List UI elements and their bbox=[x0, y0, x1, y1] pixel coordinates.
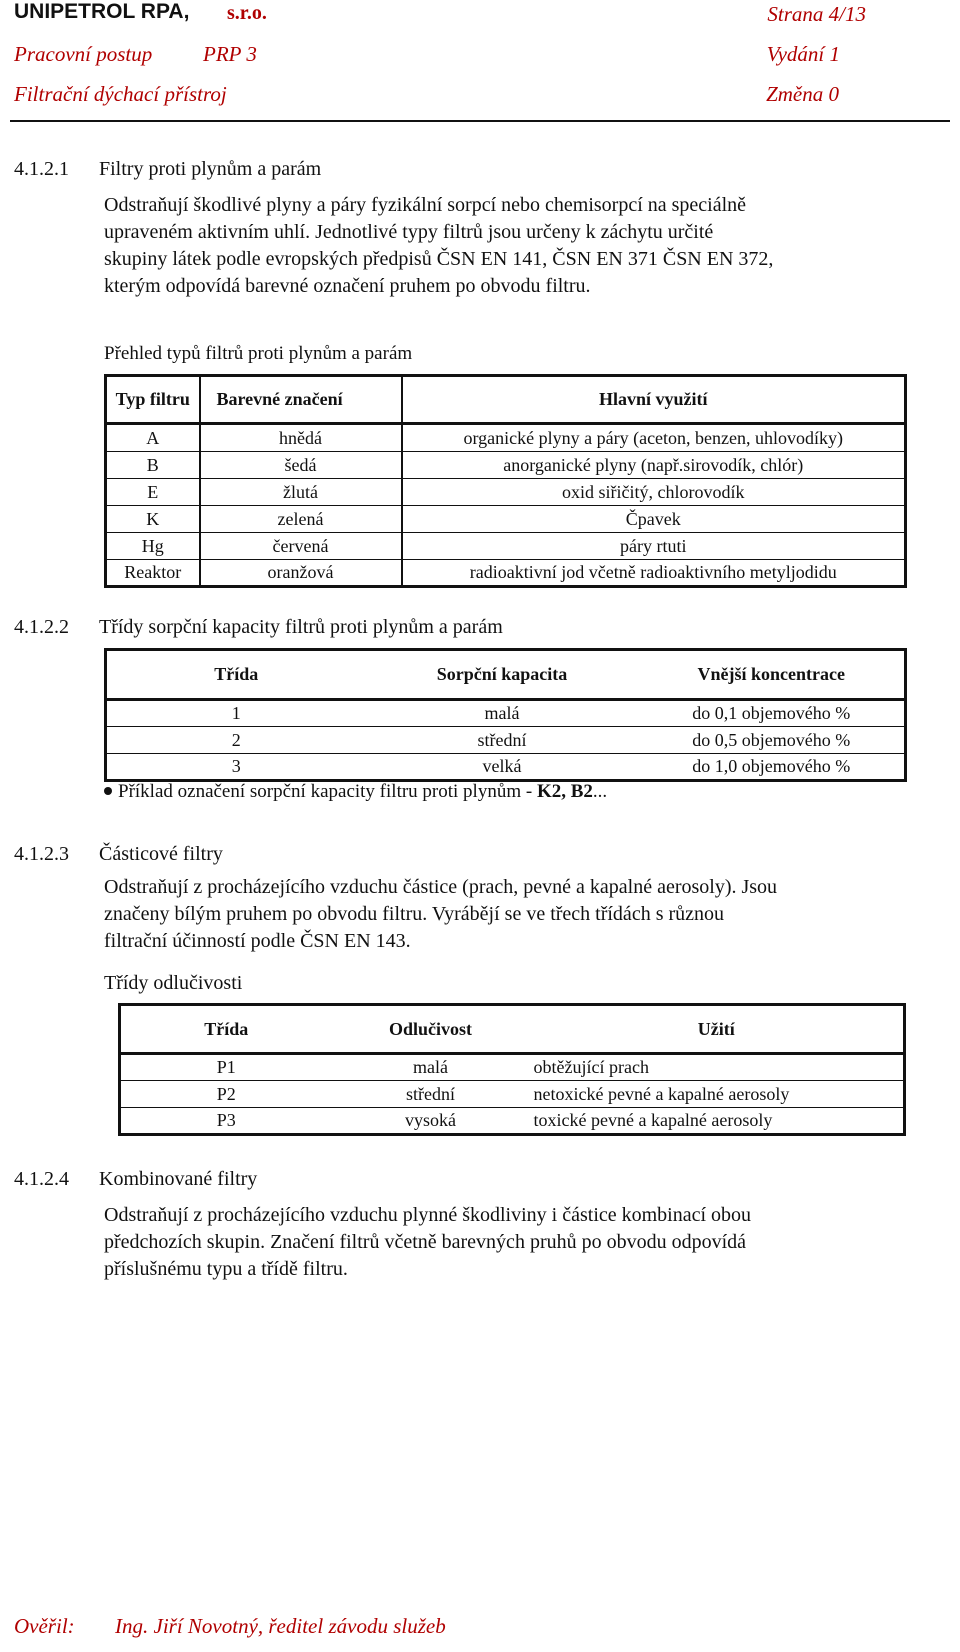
section-title: Částicové filtry bbox=[99, 843, 223, 865]
table-cell: malá bbox=[366, 700, 639, 727]
table-cell: A bbox=[106, 424, 200, 452]
table-cell: do 1,0 objemového % bbox=[692, 756, 851, 776]
header-divider bbox=[10, 120, 950, 122]
table-row bbox=[106, 479, 906, 506]
table-row bbox=[120, 1108, 905, 1135]
table-cell: netoxické pevné a kapalné aerosoly bbox=[530, 1081, 905, 1108]
table-row bbox=[106, 533, 906, 560]
table-cell: organické plyny a páry (aceton, benzen, uhlovodíky) bbox=[402, 424, 906, 452]
subsection-title: Třídy odlučivosti bbox=[104, 972, 243, 994]
table-header-row bbox=[120, 1005, 905, 1054]
table-cell: anorganické plyny (např.sirovodík, chlór) bbox=[402, 452, 906, 479]
paragraph-line: Odstraňují z procházejícího vzduchu plynné škodliviny i částice kombinací obou bbox=[104, 1204, 752, 1226]
table-cell: E bbox=[106, 479, 200, 506]
bullet-icon bbox=[104, 787, 112, 795]
page-number: Strana 4/13 bbox=[767, 2, 866, 26]
table-header-row bbox=[106, 650, 906, 700]
example-line bbox=[104, 781, 607, 803]
table-row bbox=[120, 1081, 905, 1108]
paragraph-line: Odstraňují škodlivé plyny a páry fyzikální sorpcí nebo chemisorpcí na speciálně bbox=[104, 194, 747, 216]
table-cell: P3 bbox=[216, 1110, 236, 1130]
table-cell: do 0,1 objemového % bbox=[639, 700, 906, 727]
section-title: Kombinované filtry bbox=[99, 1168, 258, 1190]
table-cell: do 0,5 objemového % bbox=[639, 727, 906, 754]
sorption-capacity-table bbox=[104, 648, 907, 782]
section-title: Třídy sorpční kapacity filtrů proti plynům a parám bbox=[99, 616, 503, 638]
section-number: 4.1.2.1 bbox=[14, 158, 69, 180]
procedure-code: PRP 3 bbox=[203, 42, 257, 66]
table-row bbox=[106, 506, 906, 533]
table-cell: Hg bbox=[106, 533, 200, 560]
table-cell: červená bbox=[200, 533, 402, 560]
table-cell: hnědá bbox=[200, 424, 402, 452]
table-cell: 1 bbox=[106, 700, 366, 727]
paragraph-line: kterým odpovídá barevné označení pruhem po obvodu filtru. bbox=[104, 275, 591, 297]
edition: Vydání 1 bbox=[766, 42, 840, 66]
section-number: 4.1.2.2 bbox=[14, 616, 69, 638]
column-header: Typ filtru bbox=[106, 376, 200, 424]
column-header: Užití bbox=[697, 1018, 735, 1039]
table-row bbox=[106, 560, 906, 587]
section-title: Filtry proti plynům a parám bbox=[99, 158, 322, 180]
footer-signatory: Ing. Jiří Novotný, ředitel závodu služeb bbox=[115, 1614, 446, 1638]
table-cell: Čpavek bbox=[402, 506, 906, 533]
table-cell: oranžová bbox=[200, 560, 402, 587]
company-name: UNIPETROL RPA, bbox=[14, 0, 190, 23]
section-number: 4.1.2.3 bbox=[14, 843, 69, 865]
table-row bbox=[106, 727, 906, 754]
column-header: Třída bbox=[214, 664, 259, 684]
table-caption: Přehled typů filtrů proti plynům a parám bbox=[104, 343, 413, 364]
column-header: Odlučivost bbox=[388, 1018, 472, 1039]
table-row bbox=[106, 424, 906, 452]
column-header: Hlavní využití bbox=[598, 389, 708, 409]
table-cell: vysoká bbox=[405, 1110, 456, 1130]
table-cell: 2 bbox=[106, 727, 366, 754]
table-cell: P1 bbox=[120, 1054, 332, 1081]
table-cell: oxid siřičitý, chlorovodík bbox=[402, 479, 906, 506]
change-number: Změna 0 bbox=[766, 82, 839, 106]
filter-type-table bbox=[104, 374, 907, 588]
table-cell: velká bbox=[482, 756, 522, 776]
column-header: Sorpční kapacita bbox=[436, 664, 568, 684]
section-number: 4.1.2.4 bbox=[14, 1168, 69, 1190]
paragraph-line: filtrační účinností podle ČSN EN 143. bbox=[104, 930, 411, 952]
table-row bbox=[120, 1054, 905, 1081]
example-suffix: ... bbox=[592, 781, 608, 802]
example-prefix: Příklad označení sorpční kapacity filtru proti plynům - bbox=[118, 781, 537, 802]
table-row bbox=[106, 452, 906, 479]
paragraph-line: předchozích skupin. Značení filtrů včetně barevných pruhů po obvodu odpovídá bbox=[104, 1231, 747, 1253]
table-cell: toxické pevné a kapalné aerosoly bbox=[533, 1110, 773, 1130]
table-cell: 3 bbox=[231, 756, 241, 776]
table-cell: K bbox=[106, 506, 200, 533]
procedure-label: Pracovní postup bbox=[14, 42, 153, 66]
paragraph-line: příslušnému typu a třídě filtru. bbox=[104, 1258, 348, 1280]
example-value: K2, B2 bbox=[536, 781, 593, 802]
column-header: Barevné značení bbox=[200, 376, 402, 424]
column-header: Vnější koncentrace bbox=[697, 664, 845, 684]
table-cell: radioaktivní jod včetně radioaktivního metyljodidu bbox=[469, 562, 837, 582]
table-cell: střední bbox=[366, 727, 639, 754]
table-cell: páry rtuti bbox=[402, 533, 906, 560]
paragraph-line: značeny bílým pruhem po obvodu filtru. Vyrábějí se ve třech třídách s různou bbox=[104, 903, 725, 925]
document-subject: Filtrační dýchací přístroj bbox=[14, 82, 227, 106]
paragraph-line: Odstraňují z procházejícího vzduchu částice (prach, pevné a kapalné aerosoly). Jsou bbox=[104, 876, 778, 898]
table-cell: Reaktor bbox=[106, 560, 200, 587]
company-suffix: s.r.o. bbox=[227, 2, 267, 24]
table-cell: šedá bbox=[200, 452, 402, 479]
table-cell: zelená bbox=[200, 506, 402, 533]
table-cell: střední bbox=[332, 1081, 530, 1108]
column-header: Třída bbox=[204, 1018, 249, 1039]
table-cell: malá bbox=[332, 1054, 530, 1081]
paragraph-line: upraveném aktivním uhlí. Jednotlivé typy filtrů jsou určeny k záchytu určité bbox=[104, 221, 714, 243]
table-cell: B bbox=[106, 452, 200, 479]
filtration-class-table bbox=[118, 1003, 906, 1136]
table-header-row bbox=[106, 376, 906, 424]
paragraph-line: skupiny látek podle evropských předpisů ČSN EN 141, ČSN EN 371 ČSN EN 372, bbox=[104, 248, 774, 270]
table-row bbox=[106, 754, 906, 781]
table-cell: žlutá bbox=[200, 479, 402, 506]
table-cell: obtěžující prach bbox=[530, 1054, 905, 1081]
footer-label: Ověřil: bbox=[14, 1614, 75, 1638]
table-row bbox=[106, 700, 906, 727]
table-cell: P2 bbox=[120, 1081, 332, 1108]
